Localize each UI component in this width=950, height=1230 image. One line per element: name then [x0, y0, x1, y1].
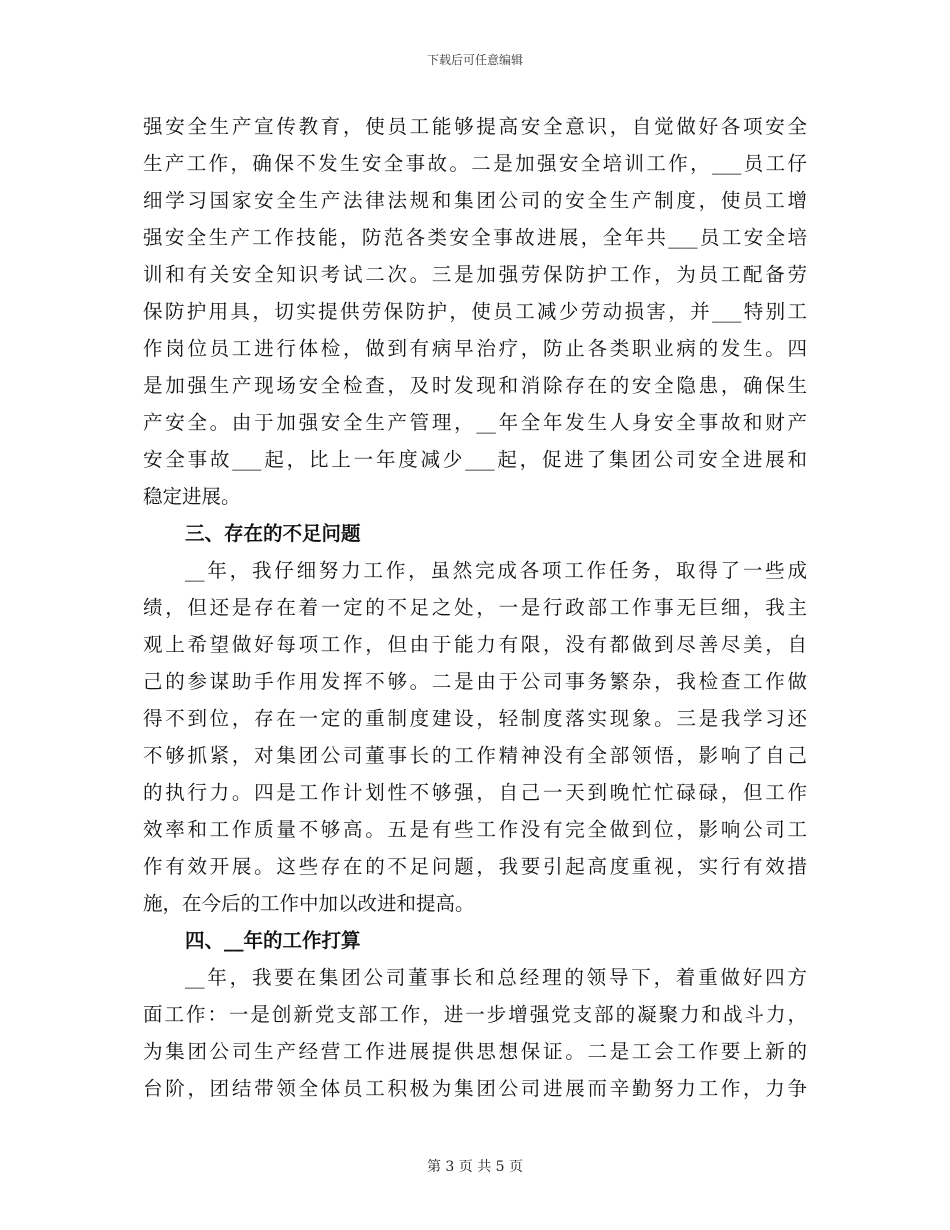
body-line: 台阶，团结带领全体员工积极为集团公司进展而辛勤努力工作，力争 — [143, 1077, 807, 1100]
body-line: 强安全生产宣传教育，使员工能够提高安全意识，自觉做好各项安全 — [143, 115, 807, 138]
body-line: 施，在今后的工作中加以改进和提高。 — [143, 892, 475, 915]
body-line: 为集团公司生产经营工作进展提供思想保证。二是工会工作要上新的 — [143, 1040, 807, 1063]
document-body — [143, 108, 807, 1107]
body-line: 观上希望做好每项工作，但由于能力有限，没有都做到尽善尽美，自 — [143, 633, 807, 656]
page-header: 下载后可任意编辑 — [426, 53, 523, 67]
body-line: 稳定进展。 — [143, 485, 241, 508]
body-line: 细学习国家安全生产法律法规和集团公司的安全生产制度，使员工增 — [143, 189, 807, 212]
page-number-footer: 第 3 页 共 5 页 — [426, 1159, 524, 1175]
body-line: 生产工作，确保不发生安全事故。二是加强安全培训工作，___员工仔 — [143, 152, 807, 175]
body-line: 效率和工作质量不够高。五是有些工作没有完全做到位，影响公司工 — [143, 818, 807, 841]
body-line: 强安全生产工作技能，防范各类安全事故进展，全年共___员工安全培 — [143, 226, 807, 249]
body-line: 得不到位，存在一定的重制度建设，轻制度落实现象。三是我学习还 — [143, 707, 807, 730]
body-line: __年，我仔细努力工作，虽然完成各项工作任务，取得了一些成 — [185, 559, 807, 582]
body-line: 面工作：一是创新党支部工作，进一步增强党支部的凝聚力和战斗力， — [143, 1003, 807, 1026]
section-heading: 四、__年的工作打算 — [185, 929, 361, 952]
body-line: 作有效开展。这些存在的不足问题，我要引起高度重视，实行有效措 — [143, 855, 807, 878]
body-line: __年，我要在集团公司董事长和总经理的领导下，着重做好四方 — [185, 966, 807, 989]
body-line: 不够抓紧，对集团公司董事长的工作精神没有全部领悟，影响了自己 — [143, 744, 807, 767]
body-line: 保防护用具，切实提供劳保防护，使员工减少劳动损害，并___特别工 — [143, 300, 807, 323]
body-line: 作岗位员工进行体检，做到有病早治疗，防止各类职业病的发生。四 — [143, 337, 807, 360]
body-line: 己的参谋助手作用发挥不够。二是由于公司事务繁杂，我检查工作做 — [143, 670, 807, 693]
body-line: 是加强生产现场安全检查，及时发现和消除存在的安全隐患，确保生 — [143, 374, 807, 397]
body-line: 安全事故___起，比上一年度减少___起，促进了集团公司安全进展和 — [143, 448, 807, 471]
body-line: 产安全。由于加强安全生产管理，__年全年发生人身安全事故和财产 — [143, 411, 807, 434]
section-heading: 三、存在的不足问题 — [185, 522, 361, 545]
body-line: 训和有关安全知识考试二次。三是加强劳保防护工作，为员工配备劳 — [143, 263, 807, 286]
body-line: 的执行力。四是工作计划性不够强，自己一天到晚忙忙碌碌，但工作 — [143, 781, 807, 804]
body-line: 绩，但还是存在着一定的不足之处，一是行政部工作事无巨细，我主 — [143, 596, 807, 619]
